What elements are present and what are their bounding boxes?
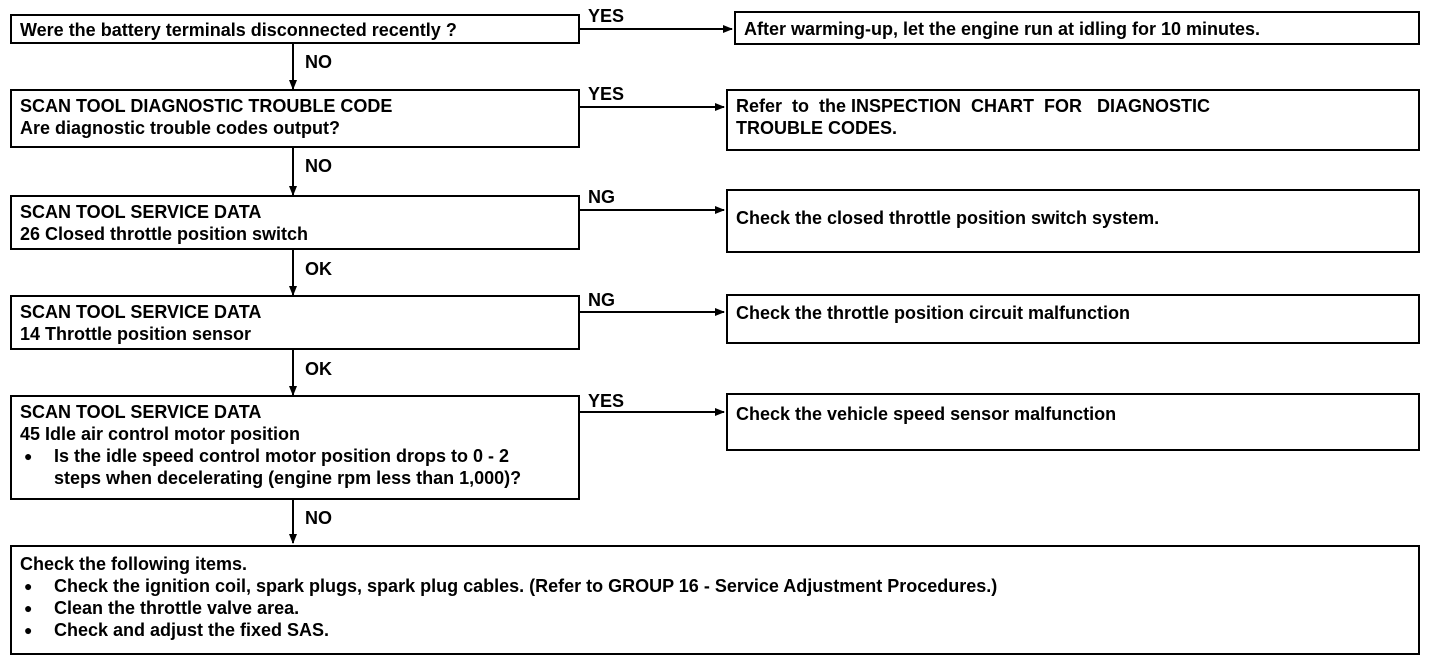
- decision-idle-air-control-motor-bullet: ● Is the idle speed control motor position drops to 0 - 2: [20, 445, 570, 467]
- decision-diagnostic-trouble-code: [10, 89, 580, 148]
- decision-closed-throttle-switch-title: SCAN TOOL SERVICE DATA: [20, 202, 262, 222]
- decision-idle-air-control-motor-title: SCAN TOOL SERVICE DATA: [20, 402, 262, 422]
- decision-idle-air-control-motor-item: 45 Idle air control motor position: [20, 424, 301, 444]
- action-closed-throttle-switch-text: Check the closed throttle position switch system.: [736, 208, 1160, 228]
- decision-throttle-position-sensor-title: SCAN TOOL SERVICE DATA: [20, 302, 262, 322]
- final-check-items: [10, 545, 1420, 655]
- label-ng-3: NG: [588, 187, 615, 207]
- label-no-2: NO: [305, 156, 332, 176]
- action-warm-up-idle-text: After warming-up, let the engine run at idling for 10 minutes.: [744, 19, 1261, 39]
- label-ok-3: OK: [305, 259, 332, 279]
- decision-throttle-position-sensor-item: 14 Throttle position sensor: [20, 324, 252, 344]
- decision-diagnostic-trouble-code-question: Are diagnostic trouble codes output?: [20, 118, 341, 138]
- action-vehicle-speed-sensor-text: Check the vehicle speed sensor malfunction: [736, 404, 1117, 424]
- final-check-item: ● Check the ignition coil, spark plugs, spark plug cables. (Refer to GROUP 16 - Service Adjustment Procedures.): [20, 575, 1410, 597]
- action-warm-up-idle: [734, 11, 1420, 45]
- decision-throttle-position-sensor: [10, 295, 580, 350]
- decision-diagnostic-trouble-code-title: SCAN TOOL DIAGNOSTIC TROUBLE CODE: [20, 96, 393, 116]
- action-inspection-chart-line1: Refer to the INSPECTION CHART FOR DIAGNOSTIC: [736, 96, 1211, 116]
- decision-idle-air-control-motor-bullet-cont: steps when decelerating (engine rpm less than 1,000)?: [54, 468, 522, 488]
- decision-battery-terminals: [10, 14, 580, 44]
- label-yes-2: YES: [588, 84, 625, 104]
- label-yes-5: YES: [588, 391, 625, 411]
- label-no-5: NO: [305, 508, 332, 528]
- label-ok-4: OK: [305, 359, 332, 379]
- label-yes-1: YES: [588, 6, 625, 26]
- decision-battery-terminals-text: Were the battery terminals disconnected recently ?: [20, 20, 457, 40]
- action-throttle-position-circuit-text: Check the throttle position circuit malfunction: [736, 303, 1131, 323]
- label-ng-4: NG: [588, 290, 615, 310]
- action-closed-throttle-switch: [726, 189, 1420, 253]
- decision-closed-throttle-switch: [10, 195, 580, 250]
- label-no-1: NO: [305, 52, 332, 72]
- action-inspection-chart: [726, 89, 1420, 151]
- final-check-item: ● Check and adjust the fixed SAS.: [20, 619, 1410, 641]
- action-vehicle-speed-sensor: [726, 393, 1420, 451]
- action-throttle-position-circuit: [726, 294, 1420, 344]
- action-inspection-chart-line2: TROUBLE CODES.: [736, 118, 898, 138]
- decision-idle-air-control-motor: [10, 395, 580, 500]
- final-check-item: ● Clean the throttle valve area.: [20, 597, 1410, 619]
- final-check-heading: Check the following items.: [20, 554, 248, 574]
- decision-closed-throttle-switch-item: 26 Closed throttle position switch: [20, 224, 309, 244]
